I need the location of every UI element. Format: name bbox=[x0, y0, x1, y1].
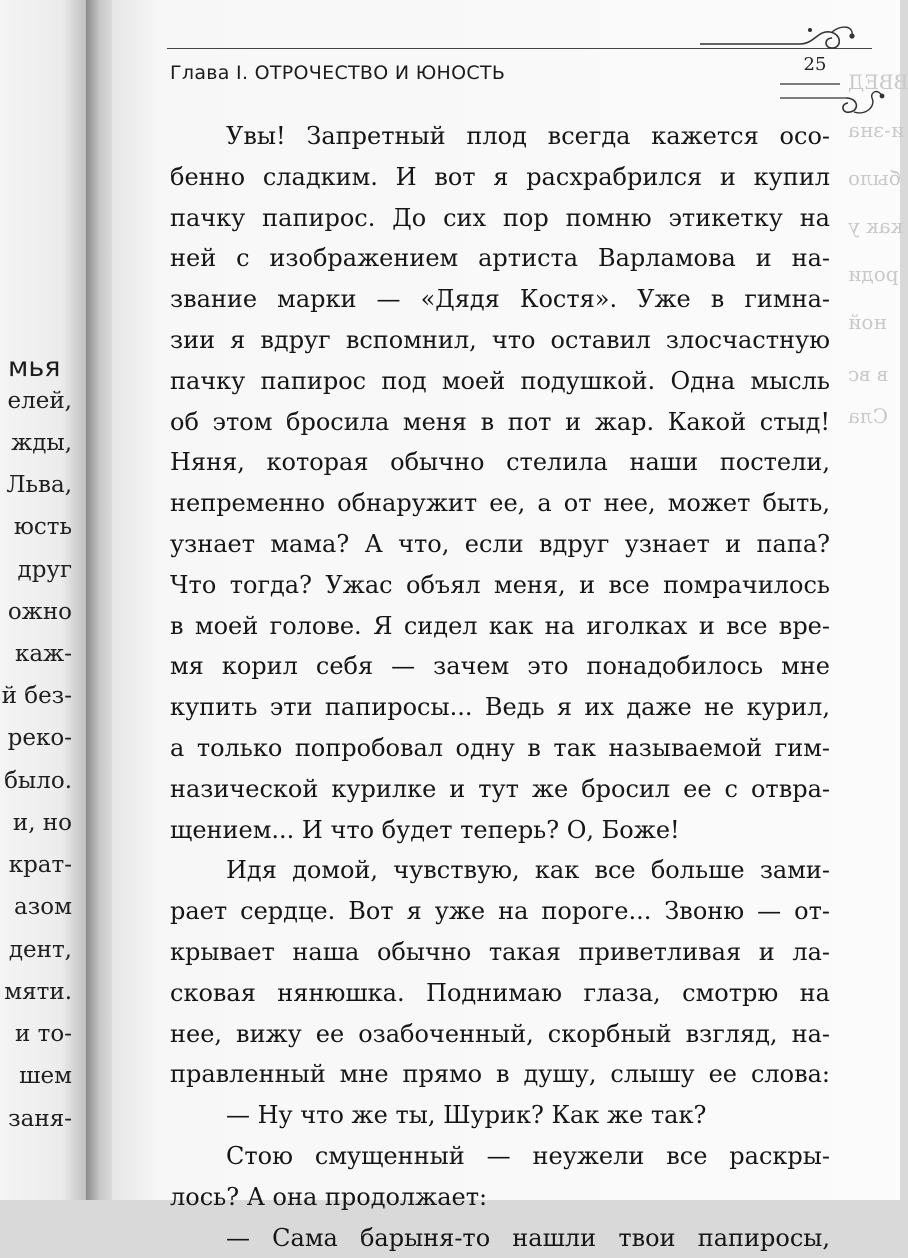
text-line: пачку папирос. До сих пор помню этикетку на bbox=[170, 203, 830, 232]
text-line: узнает мама? А что, если вдруг узнает и папа? bbox=[170, 529, 830, 558]
text-line: об этом бросила меня в пот и жар. Какой стыд! bbox=[170, 407, 830, 436]
left-text-line: и, но bbox=[12, 810, 72, 836]
bleed-line: ной bbox=[848, 310, 887, 334]
text-line: Стою смущенный — неужели все раскры- bbox=[226, 1141, 830, 1170]
left-text-line: юсть bbox=[13, 514, 72, 540]
text-line: Увы! Запретный плод всегда кажется осо- bbox=[226, 122, 830, 150]
text-line: рает сердце. Вот я уже на пороге... Звоню — от- bbox=[170, 897, 830, 926]
left-text-line: азом bbox=[14, 894, 72, 920]
left-text-line: и то- bbox=[15, 1021, 72, 1047]
left-section-heading: мья bbox=[8, 352, 61, 383]
text-line: Что тогда? Ужас объял меня, и все помрачилось bbox=[170, 570, 830, 599]
text-line: лось? А она продолжает: bbox=[170, 1182, 488, 1211]
text-line: Идя домой, чувствую, как все больше зами- bbox=[226, 856, 830, 885]
bleed-line: Сла bbox=[848, 404, 888, 428]
text-line: правленный мне прямо в душу, слышу ее слова: bbox=[170, 1060, 830, 1089]
text-line: в моей голове. Я сидел как на иголках и все вре- bbox=[170, 611, 830, 640]
left-text-line: заня- bbox=[8, 1106, 72, 1132]
text-line: непременно обнаружит ее, а от нее, может быть, bbox=[170, 489, 830, 518]
text-line: щением... И что будет теперь? О, Боже! bbox=[170, 815, 680, 844]
left-text-line: мяти. bbox=[4, 979, 72, 1005]
left-text-line: Льва, bbox=[6, 472, 72, 498]
bleed-line: было bbox=[848, 166, 901, 190]
left-text-line: ожно bbox=[7, 599, 72, 625]
left-text-line: жды, bbox=[11, 430, 72, 456]
page-number: 25 bbox=[803, 54, 827, 75]
bleed-line: как у bbox=[848, 214, 904, 238]
top-flourish-ornament bbox=[692, 18, 860, 58]
left-text-line: крат- bbox=[8, 852, 72, 878]
text-line: пачку папирос под моей подушкой. Одна мысль bbox=[170, 366, 830, 395]
left-text-line: друг bbox=[17, 557, 72, 583]
text-line: — Сама барыня-то нашли твои папиросы, bbox=[226, 1223, 830, 1252]
text-line: бенно сладким. И вот я расхрабрился и купил bbox=[170, 162, 830, 191]
bleed-line: в вс bbox=[848, 362, 889, 386]
bleed-line: и-зна bbox=[848, 118, 905, 142]
text-line: а только попробовал одну в так называемой гим- bbox=[170, 733, 830, 762]
text-line: ней с изображением артиста Варламова и на- bbox=[170, 244, 830, 273]
text-line: купить эти папиросы... Ведь я их даже не курил, bbox=[170, 693, 830, 722]
right-page bbox=[112, 0, 908, 1252]
left-page bbox=[0, 0, 88, 1200]
left-text-line: й без- bbox=[1, 683, 72, 709]
left-text-line: было. bbox=[4, 768, 72, 794]
bleed-line: ВВЕД bbox=[848, 70, 908, 94]
left-text-line: шем bbox=[19, 1063, 72, 1089]
left-text-line: дент, bbox=[8, 937, 72, 963]
body-text bbox=[170, 116, 830, 1258]
text-line: крывает наша обычно такая приветливая и ла- bbox=[170, 937, 830, 966]
left-text-line: реко- bbox=[7, 725, 72, 751]
left-text-line: каж- bbox=[14, 641, 72, 667]
text-line: мя корил себя — зачем это понадобилось мне bbox=[170, 652, 830, 681]
text-line: — Ну что же ты, Шурик? Как же так? bbox=[226, 1101, 707, 1130]
running-header: Глава I. ОТРОЧЕСТВО И ЮНОСТЬ bbox=[170, 62, 506, 84]
text-line: нее, вижу ее озабоченный, скорбный взгляд, на- bbox=[170, 1019, 830, 1048]
text-line: Няня, которая обычно стелила наши постели, bbox=[170, 448, 830, 477]
left-text-line: елей, bbox=[7, 388, 72, 414]
text-line: назической курилке и тут же бросил ее с отвра- bbox=[170, 774, 830, 803]
text-line: звание марки — «Дядя Костя». Уже в гимна- bbox=[170, 285, 830, 314]
bleed-line: роди bbox=[848, 262, 899, 286]
text-line: сковая нянюшка. Поднимаю глаза, смотрю на bbox=[170, 978, 830, 1007]
text-line: зии я вдруг вспомнил, что оставил злосчастную bbox=[170, 325, 830, 354]
